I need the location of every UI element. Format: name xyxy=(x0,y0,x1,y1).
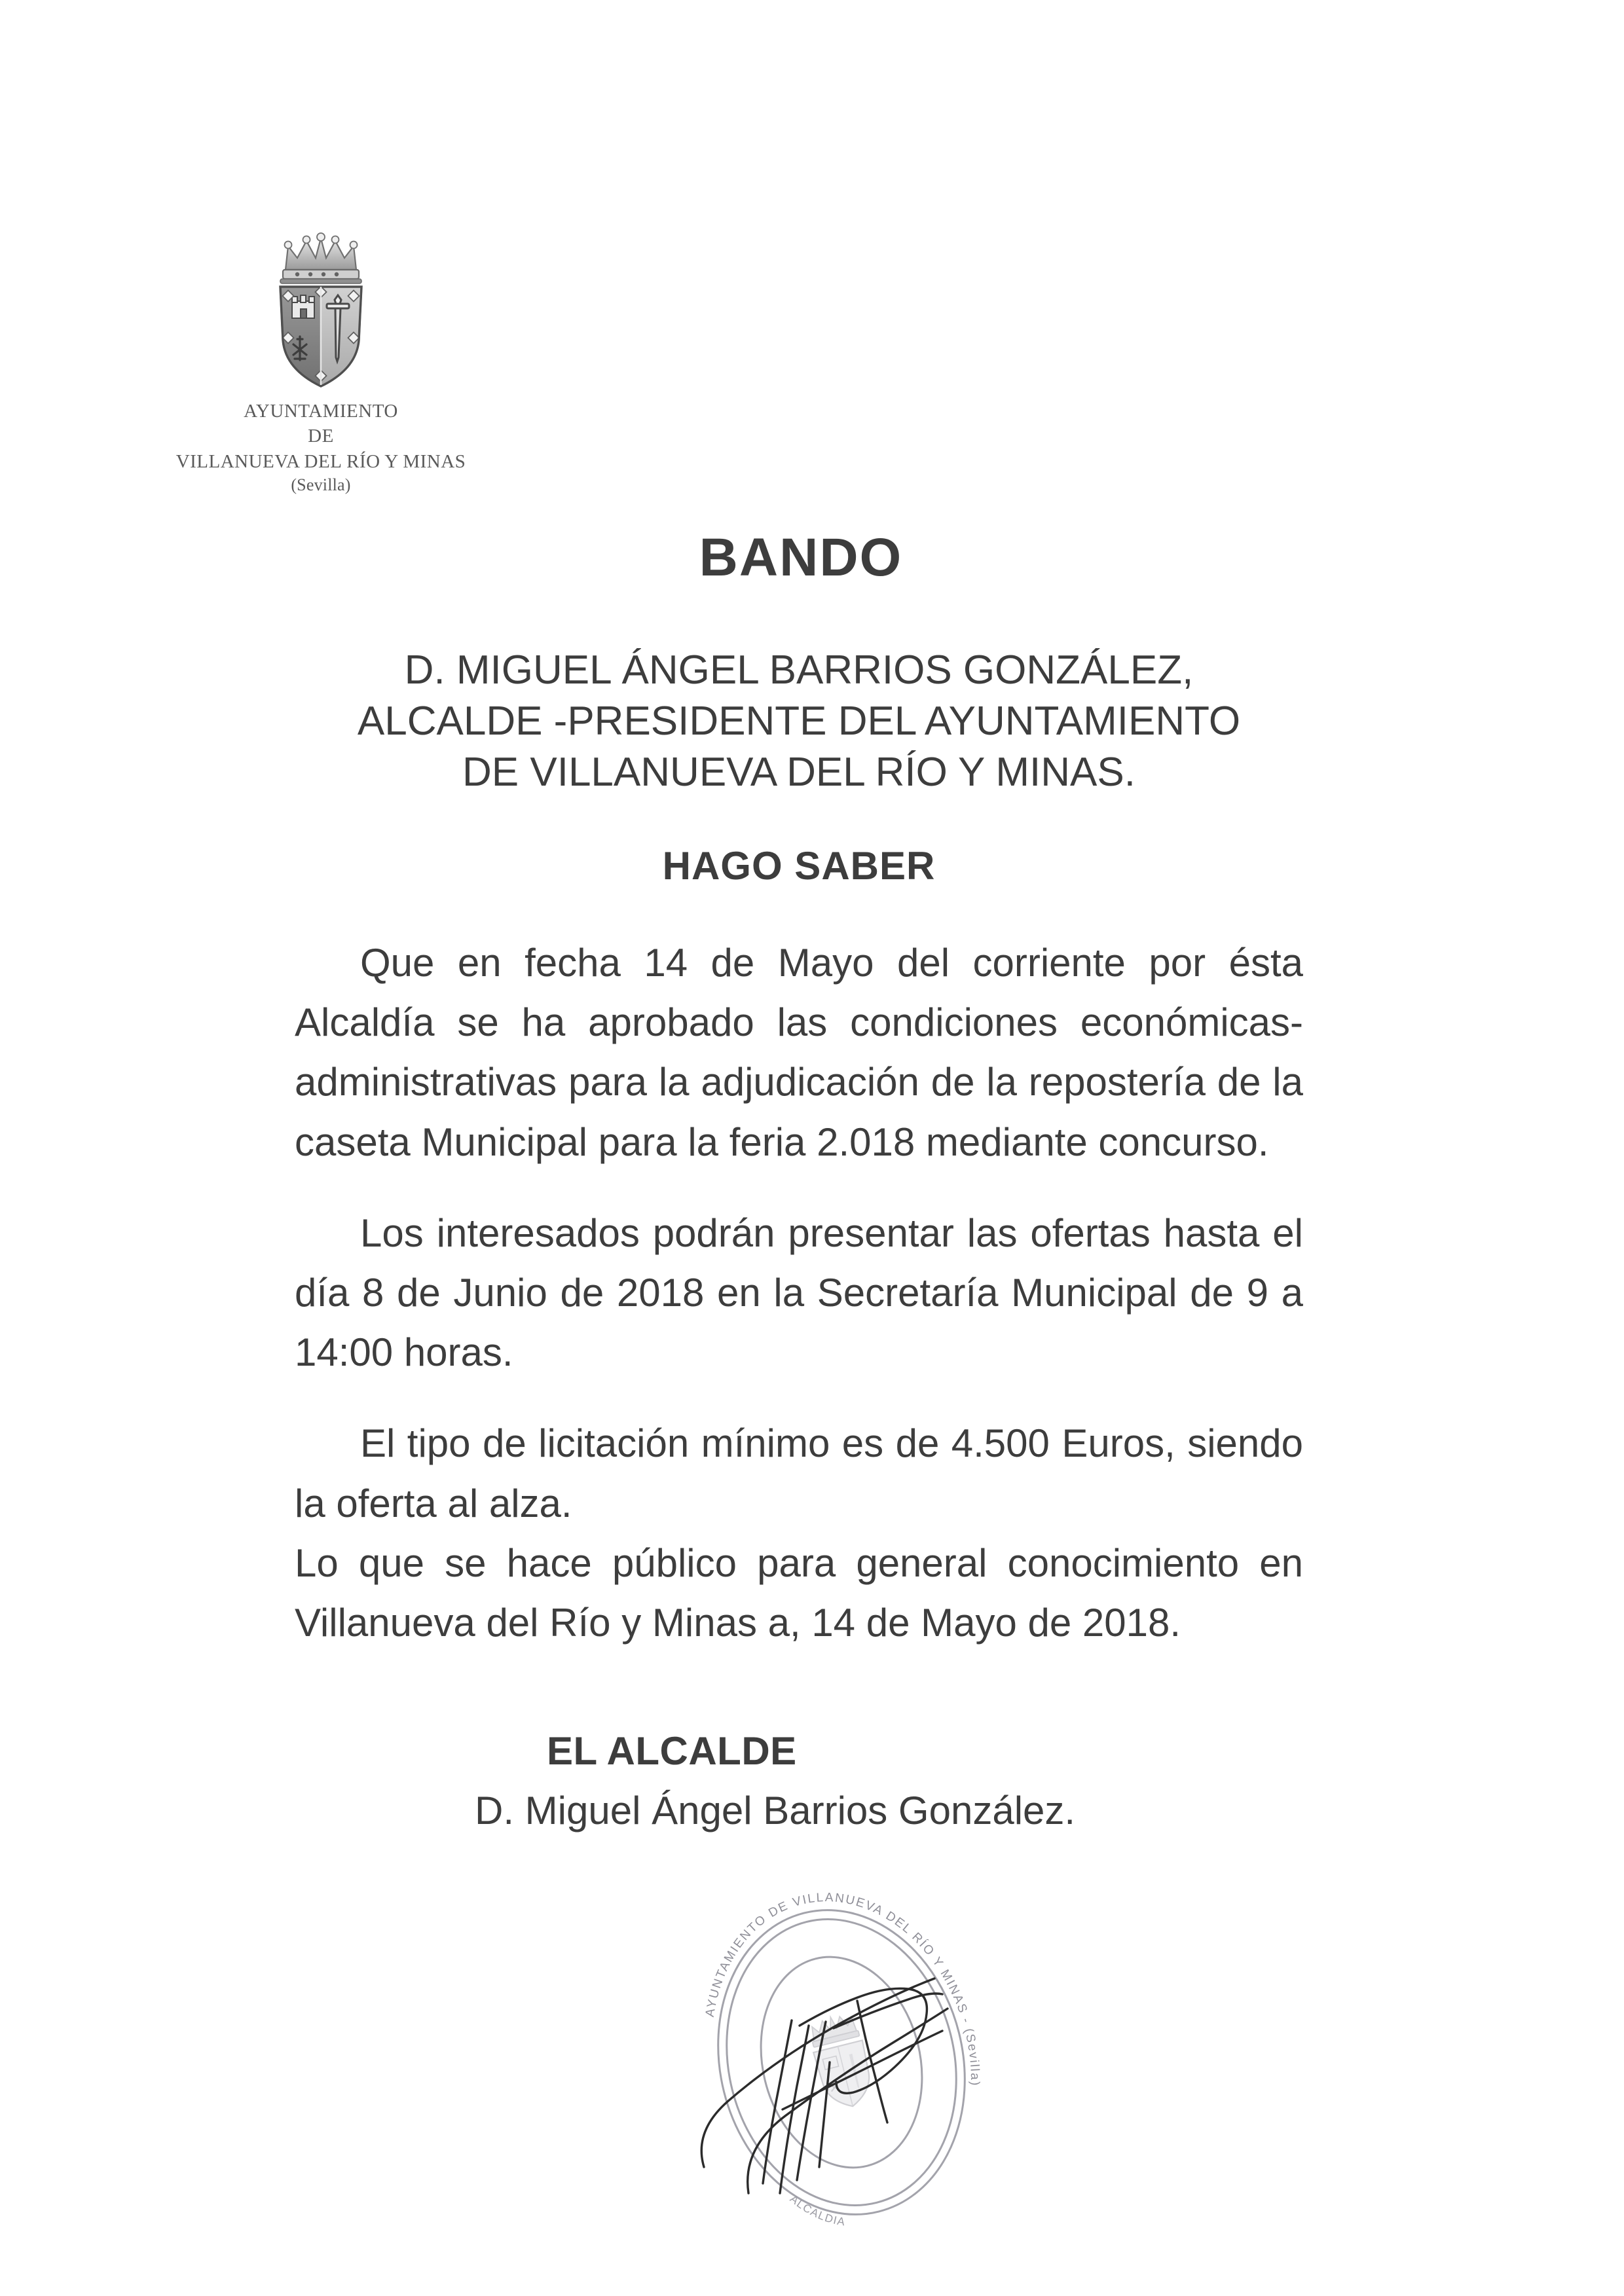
letterhead-province: (Sevilla) xyxy=(291,475,351,494)
declaration-heading: HAGO SABER xyxy=(662,844,936,888)
body-paragraph-3: El tipo de licitación mínimo es de 4.500 Euros, siendo la oferta al alza. xyxy=(295,1421,1303,1525)
signature-name: D. Miguel Ángel Barrios González. xyxy=(475,1789,1076,1832)
body-paragraph-1: Que en fecha 14 de Mayo del corriente por ésta Alcaldía se ha aprobado las condiciones económicas-administrativas para la adjudicación de la repostería de la caseta Municipal para la feria 2.018 mediante concurso. xyxy=(295,941,1303,1164)
mayor-heading-line-3: DE VILLANUEVA DEL RÍO Y MINAS. xyxy=(462,750,1135,795)
document-body xyxy=(295,933,1303,1684)
letterhead-line-1: AYUNTAMIENTO xyxy=(244,401,398,422)
body-paragraph-2: Los interesados podrán presentar las ofertas hasta el día 8 de Junio de 2018 en la Secretaría Municipal de 9 a 14:00 horas. xyxy=(295,1211,1303,1375)
letterhead-line-2: DE xyxy=(308,426,334,447)
official-stamp-icon xyxy=(665,1886,1071,2252)
signature-role: EL ALCALDE xyxy=(547,1729,797,1773)
signature-block xyxy=(295,1728,1303,1833)
page-title: BANDO xyxy=(699,528,903,587)
mayor-heading xyxy=(0,645,1611,798)
mayor-heading-line-1: D. MIGUEL ÁNGEL BARRIOS GONZÁLEZ, xyxy=(404,647,1194,693)
coat-of-arms-icon xyxy=(167,229,475,390)
mayor-heading-line-2: ALCALDE -PRESIDENTE DEL AYUNTAMIENTO xyxy=(357,699,1241,744)
body-paragraph-4: Lo que se hace público para general conocimiento en Villanueva del Río y Minas a, 14 de Mayo de 2018. xyxy=(295,1540,1303,1645)
letterhead xyxy=(167,229,475,496)
letterhead-text xyxy=(167,399,475,496)
seal-bottom-text: ALCALDIA xyxy=(787,2192,847,2229)
letterhead-line-3: VILLANUEVA DEL RÍO Y MINAS xyxy=(175,450,466,472)
seal-outer-text: AYUNTAMIENTO DE VILLANUEVA DEL RÍO Y MINAS - (Sevilla) xyxy=(703,1891,982,2087)
